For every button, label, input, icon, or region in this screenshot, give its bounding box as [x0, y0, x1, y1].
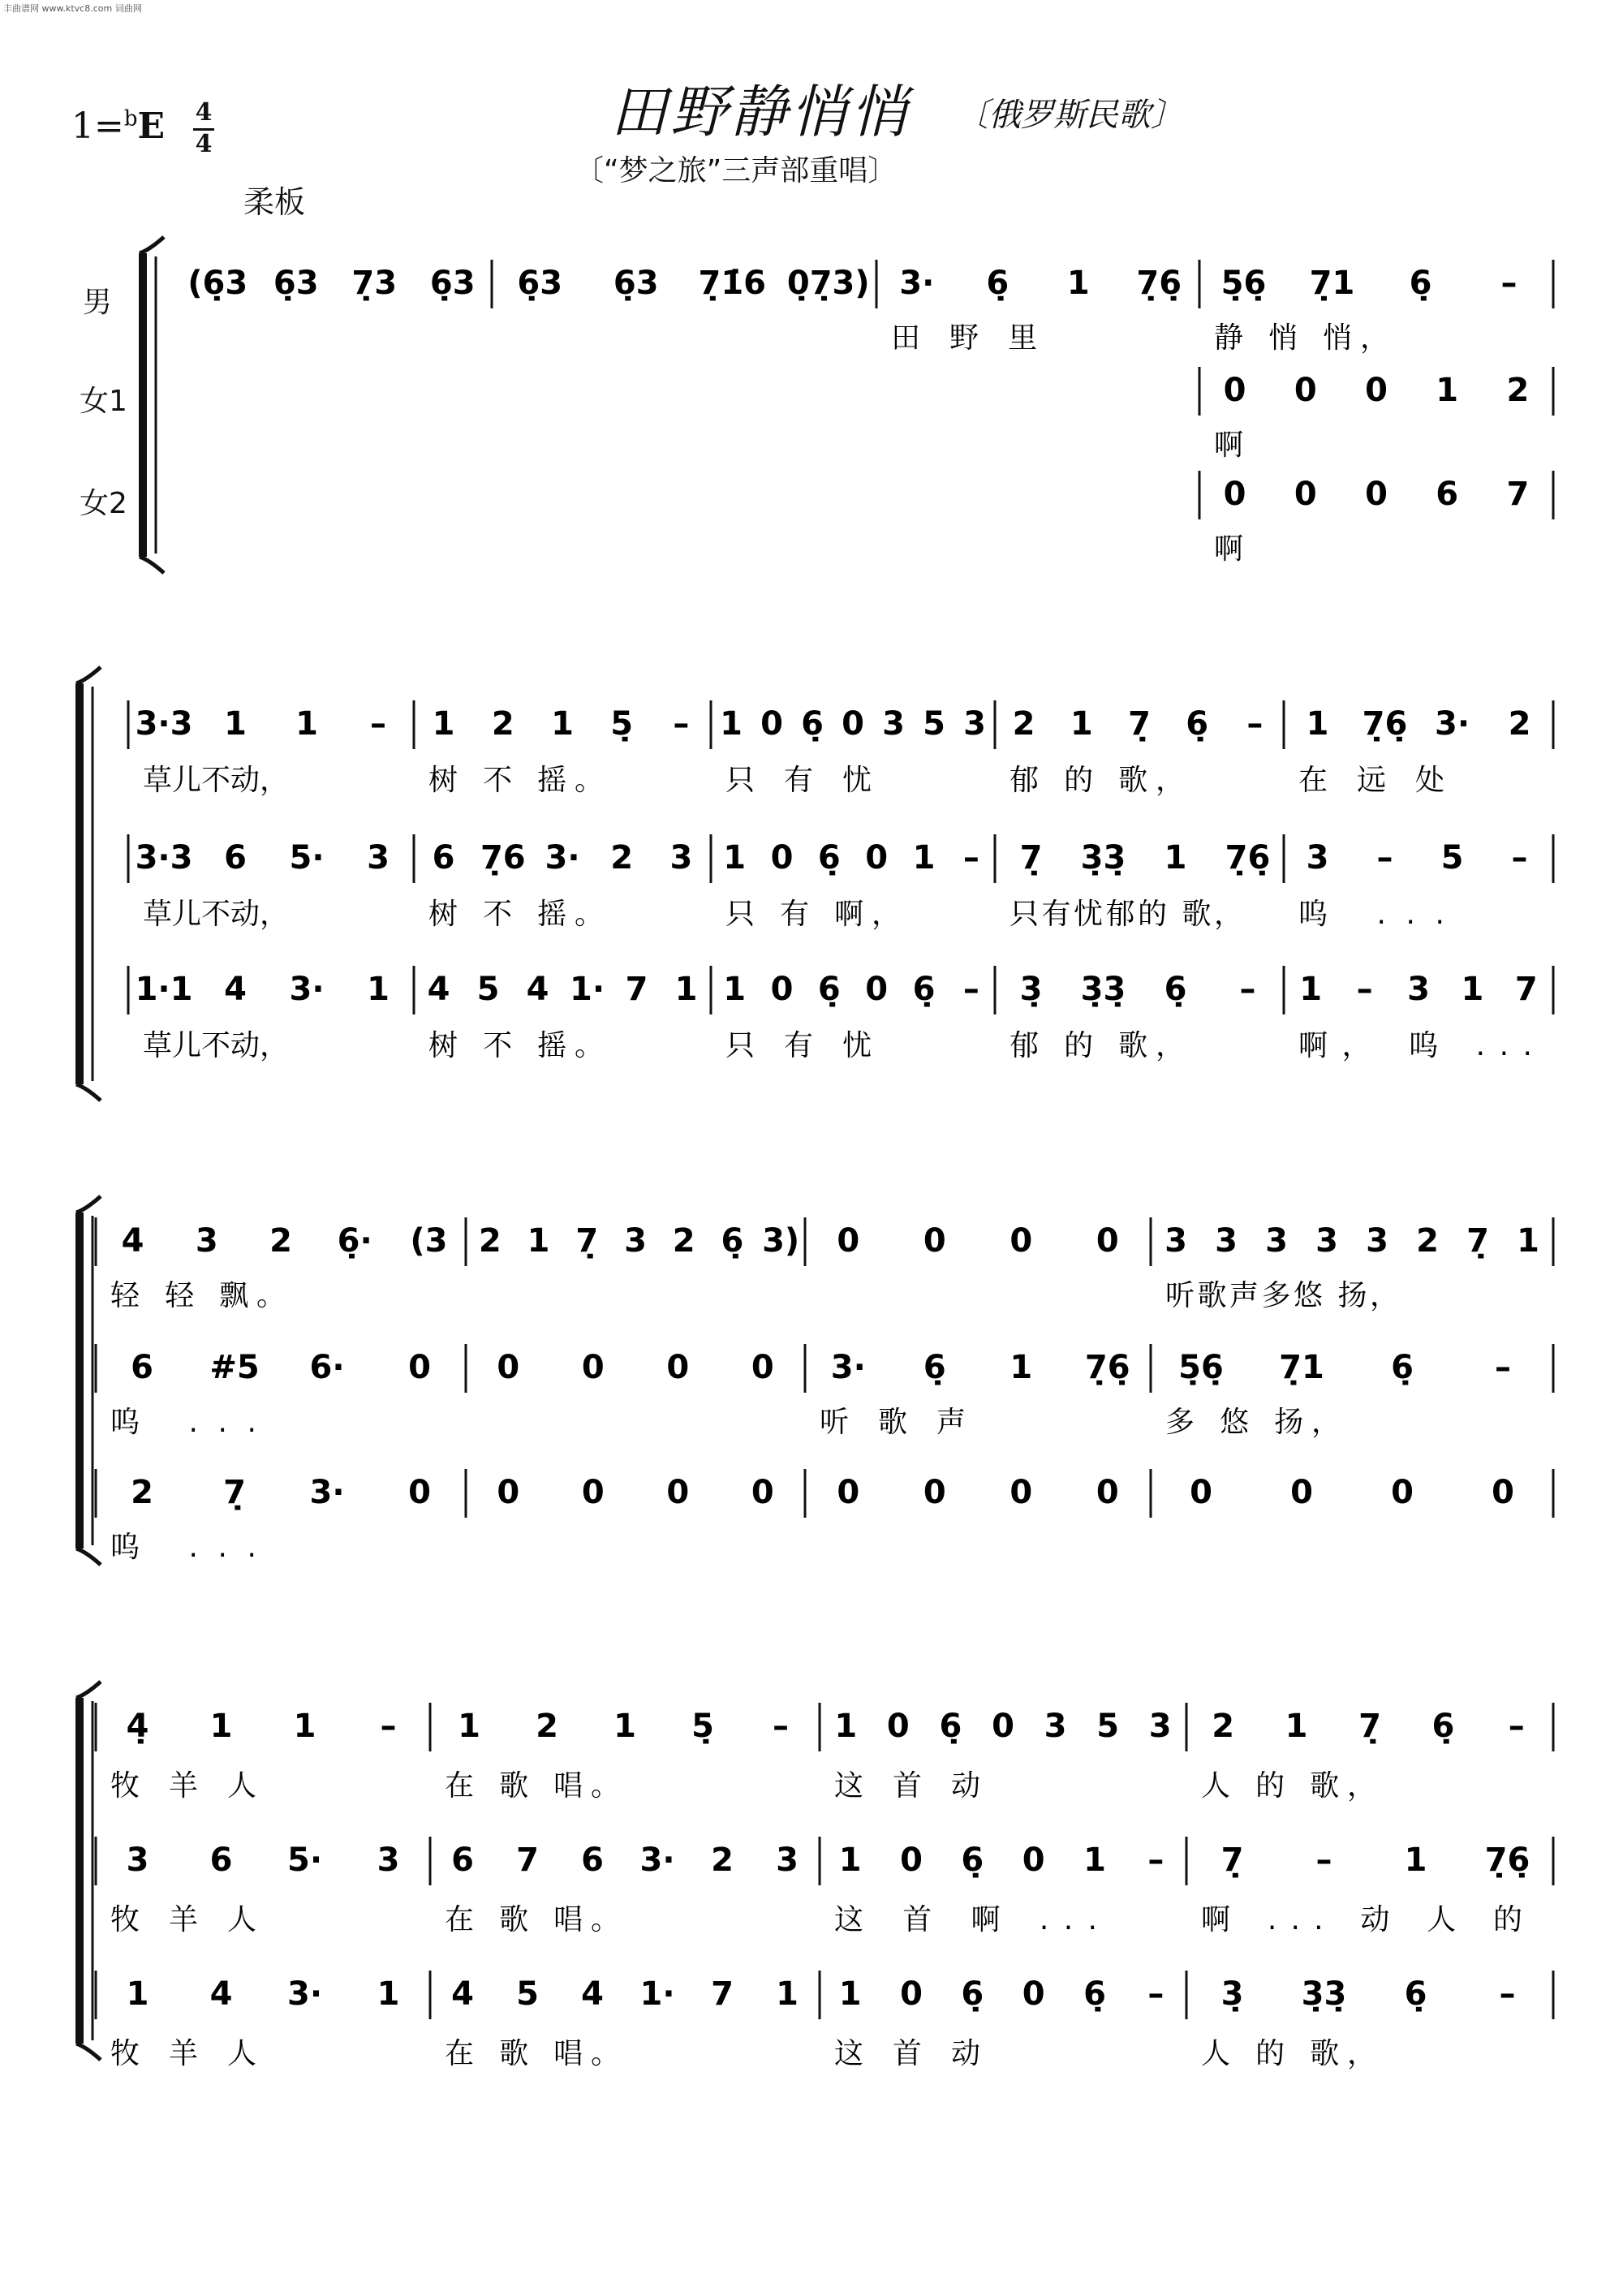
- note: –: [962, 839, 979, 877]
- note: 7̣3: [351, 265, 398, 302]
- note: 4: [451, 1975, 474, 2013]
- note: 3: [624, 1222, 647, 1260]
- note: 0: [923, 1222, 946, 1260]
- note: 0: [1365, 372, 1388, 409]
- lyric: 牧 羊 人: [110, 1769, 256, 1803]
- lyric: 牧 羊 人: [110, 2037, 256, 2070]
- note: 0: [1022, 1842, 1045, 1879]
- note: 0: [1223, 372, 1246, 409]
- note: 3̣3̣: [1301, 1975, 1347, 2013]
- note: 1: [224, 705, 247, 743]
- lyric: 树 不 摇。: [428, 764, 604, 797]
- note: 1: [1285, 1708, 1308, 1745]
- note: 1: [723, 839, 747, 877]
- lyric: 人 的 歌，: [1201, 1769, 1376, 1803]
- note: 0: [992, 1708, 1014, 1745]
- note: 0: [760, 705, 783, 743]
- note: 6: [1436, 476, 1459, 513]
- note: 0: [886, 1708, 910, 1745]
- note: 3̣: [1019, 971, 1043, 1008]
- note: 4̣: [126, 1708, 149, 1745]
- note: 6̣: [1186, 705, 1209, 743]
- lyric: 只有忧郁的 歌，: [1010, 898, 1243, 931]
- note: 2: [478, 1222, 502, 1260]
- note: 1: [432, 705, 455, 743]
- note: 1: [1306, 705, 1329, 743]
- note: 6: [581, 1842, 604, 1879]
- lyric: 这 首 动: [834, 1769, 980, 1803]
- note: 2: [536, 1708, 558, 1745]
- note: 6: [224, 839, 247, 877]
- lyric: 呜 ...: [110, 1406, 256, 1439]
- note: #5: [209, 1349, 260, 1386]
- note: –: [962, 971, 979, 1008]
- lyric: 轻 轻 飘。: [110, 1279, 286, 1312]
- note: 5̣: [610, 705, 634, 743]
- note: 0: [770, 971, 794, 1008]
- lyric: 这 首 动: [834, 2037, 980, 2070]
- note: 1: [834, 1708, 858, 1745]
- lyric: 在 歌 唱。: [445, 2037, 620, 2070]
- lyric: 树 不 摇。: [428, 1029, 604, 1062]
- note: 3: [669, 839, 693, 877]
- note: 7: [1506, 476, 1530, 513]
- note: 1: [527, 1222, 550, 1260]
- lyric: 听歌声多悠 扬，: [1165, 1279, 1399, 1312]
- note: 7̣: [1358, 1708, 1381, 1745]
- note: 3: [377, 1842, 400, 1879]
- note: –: [1315, 1842, 1332, 1879]
- note: 3·: [1434, 705, 1470, 743]
- note: 1: [1066, 265, 1090, 302]
- bracket-hook-top: [76, 1682, 101, 1698]
- note: 0: [1294, 476, 1317, 513]
- note: 1: [838, 1975, 862, 2013]
- note: 1: [1436, 372, 1459, 409]
- note: 4: [224, 971, 247, 1008]
- note: 6̣: [961, 1975, 984, 2013]
- lyric: 只 有 忧: [725, 1029, 872, 1062]
- note: 6̣3: [273, 265, 319, 302]
- note: 6̣: [1083, 1975, 1106, 2013]
- lyric: 只 有 忧: [725, 764, 872, 797]
- note: 0: [923, 1474, 946, 1511]
- note: 1: [377, 1975, 400, 2013]
- note: 6̣: [986, 265, 1010, 302]
- note: 6̣3: [517, 265, 563, 302]
- note: 0: [842, 705, 864, 743]
- note: 4: [427, 971, 450, 1008]
- note: –: [1500, 265, 1518, 302]
- note: 6̣: [1431, 1708, 1455, 1745]
- lyric: 啊， 呜 ...: [1298, 1029, 1532, 1062]
- note: 6̣3: [429, 265, 476, 302]
- lyric: 田 野 里: [891, 321, 1037, 355]
- note: 1: [912, 839, 936, 877]
- note: 6: [209, 1842, 233, 1879]
- note: 3: [1215, 1222, 1238, 1260]
- lyric: 草儿不动，: [143, 764, 289, 797]
- note: 5: [1096, 1708, 1120, 1745]
- lyric: 草儿不动，: [143, 898, 289, 931]
- note: 7̣6̣: [1225, 839, 1271, 877]
- note: 6̣: [1404, 1975, 1427, 2013]
- note: 0: [1294, 372, 1317, 409]
- note: 7: [516, 1842, 539, 1879]
- arrangement-note: 〔“梦之旅”三声部重唱〕: [575, 154, 898, 187]
- note: 6̣: [817, 839, 841, 877]
- note: 1: [723, 971, 747, 1008]
- note: 6̣3: [613, 265, 659, 302]
- note: 2: [1012, 705, 1035, 743]
- note: 7: [711, 1975, 734, 2013]
- lyric: 啊: [1214, 532, 1244, 566]
- note: 3: [1165, 1222, 1187, 1260]
- note: 7̣6̣: [1362, 705, 1408, 743]
- key-signature: 1=$^b$E: [71, 106, 166, 147]
- note: 3: [1366, 1222, 1388, 1260]
- note: 1·: [569, 971, 605, 1008]
- note: 2: [131, 1474, 153, 1511]
- flat-sign: b: [123, 106, 138, 131]
- lyric: 呜 ...: [1298, 898, 1444, 931]
- note: 1: [126, 1975, 149, 2013]
- lyric: 树 不 摇。: [428, 898, 604, 931]
- note: 1·1: [135, 971, 193, 1008]
- note: 1·: [639, 1975, 675, 2013]
- note: 1: [776, 1975, 799, 2013]
- note: 0: [581, 1349, 605, 1386]
- note: 3: [776, 1842, 799, 1879]
- lyric: 啊: [1214, 429, 1244, 462]
- note: 1: [1517, 1222, 1539, 1260]
- note: 0: [837, 1474, 860, 1511]
- note: 1: [1010, 1349, 1033, 1386]
- note: 7: [1514, 971, 1538, 1008]
- note: 3·: [309, 1474, 345, 1511]
- part-label-female2: 女2: [80, 487, 127, 520]
- note: 6·: [309, 1349, 345, 1386]
- time-signature: 4 4: [193, 99, 214, 158]
- note: 0: [666, 1349, 690, 1386]
- note: –: [673, 705, 690, 743]
- note: 0: [1365, 476, 1388, 513]
- note: 4: [209, 1975, 233, 2013]
- note: 7̣1̇6: [698, 265, 766, 302]
- note: 1: [1461, 971, 1484, 1008]
- note: 3̣: [1220, 1975, 1244, 2013]
- lyric: 在 歌 唱。: [445, 1769, 620, 1803]
- note: 6̣: [1409, 265, 1432, 302]
- bracket-hook-top: [76, 1196, 101, 1213]
- note: 2: [711, 1842, 734, 1879]
- tempo-marking: 柔板: [243, 184, 306, 220]
- note: 3: [963, 705, 986, 743]
- note: –: [380, 1708, 397, 1745]
- note: 0: [751, 1474, 774, 1511]
- note: 0: [497, 1474, 520, 1511]
- note: –: [1511, 839, 1528, 877]
- note: 3: [1265, 1222, 1288, 1260]
- note: 3·: [830, 1349, 866, 1386]
- note: 3·: [899, 265, 935, 302]
- note: 2: [610, 839, 634, 877]
- note: 1: [1070, 705, 1093, 743]
- note: 4: [526, 971, 549, 1008]
- note: 0: [581, 1474, 605, 1511]
- note: 7̣1: [1309, 265, 1355, 302]
- note: 5·: [289, 839, 325, 877]
- lyric: 草儿不动，: [143, 1029, 289, 1062]
- note: 7̣6̣: [1136, 265, 1182, 302]
- note: –: [1239, 971, 1256, 1008]
- lyric: 听 歌 声: [820, 1406, 966, 1439]
- note: 0: [837, 1222, 860, 1260]
- note: 6̣: [1164, 971, 1187, 1008]
- note: 5·: [286, 1842, 323, 1879]
- note: 0: [408, 1474, 431, 1511]
- note: 5: [476, 971, 500, 1008]
- note: 6: [432, 839, 455, 877]
- note: 5: [923, 705, 945, 743]
- note: –: [773, 1708, 789, 1745]
- note: 7̣: [1019, 839, 1043, 877]
- note: 7̣6: [480, 839, 526, 877]
- note: 3·: [289, 971, 325, 1008]
- bracket-hook-top: [140, 237, 164, 253]
- note: 7̣6̣: [1084, 1349, 1130, 1386]
- note: 0: [666, 1474, 690, 1511]
- note: 4: [121, 1222, 144, 1260]
- note: 3̣3̣: [1080, 839, 1126, 877]
- note: 6̣: [721, 1222, 744, 1260]
- lyric: 啊 ... 动 人 的: [1201, 1903, 1522, 1936]
- note: 1: [613, 1708, 636, 1745]
- note: 3̣3̣: [1080, 971, 1126, 1008]
- song-title: 田野静悄悄: [610, 79, 911, 145]
- note: 7̣: [1128, 705, 1151, 743]
- note: 0: [900, 1975, 923, 2013]
- note: 7: [625, 971, 648, 1008]
- note: 0: [900, 1842, 923, 1879]
- note: 3·: [545, 839, 580, 877]
- note: 5̣: [691, 1708, 714, 1745]
- note: 3: [126, 1842, 149, 1879]
- note: 1: [838, 1842, 862, 1879]
- bracket-hook-top: [76, 667, 101, 683]
- note: 0: [1290, 1474, 1313, 1511]
- note: 3: [1044, 1708, 1067, 1745]
- note: 0: [1096, 1474, 1119, 1511]
- note: 1: [1299, 971, 1323, 1008]
- note: –: [1376, 839, 1393, 877]
- note: 1: [551, 705, 574, 743]
- note: 0: [1010, 1222, 1033, 1260]
- note: 7̣: [1220, 1842, 1244, 1879]
- bracket-hook-bottom: [140, 557, 164, 573]
- note: 5̣6̣: [1220, 265, 1267, 302]
- note: 1: [295, 705, 318, 743]
- lyric: 郁 的 歌，: [1010, 764, 1185, 797]
- note: –: [370, 705, 386, 743]
- lyric: 牧 羊 人: [110, 1903, 256, 1936]
- lyric: 静 悄 悄，: [1214, 321, 1389, 355]
- note: 0: [1010, 1474, 1033, 1511]
- note: 4: [581, 1975, 604, 2013]
- note: 3: [1306, 839, 1329, 877]
- note: 1: [1083, 1842, 1106, 1879]
- note: 0: [1096, 1222, 1119, 1260]
- note: 0: [497, 1349, 520, 1386]
- note: –: [1246, 705, 1264, 743]
- note: 6̣·: [337, 1222, 372, 1260]
- note: 3: [1148, 1708, 1172, 1745]
- bracket-hook-bottom: [76, 1549, 101, 1565]
- lyric: 只 有 啊，: [725, 898, 901, 931]
- lyric: 人 的 歌，: [1201, 2037, 1376, 2070]
- note: 0: [408, 1349, 431, 1386]
- note: 0: [1223, 476, 1246, 513]
- note: 6̣: [939, 1708, 962, 1745]
- note: (6̣3: [187, 265, 248, 302]
- note: –: [1356, 971, 1373, 1008]
- note: 0̣7̣3): [786, 265, 870, 302]
- note: 3: [882, 705, 905, 743]
- note: 6̣: [923, 1349, 946, 1386]
- site-watermark: 丰曲谱网 www.ktvc8.com 词曲网: [3, 3, 142, 14]
- note: –: [1499, 1975, 1516, 2013]
- note: 6: [131, 1349, 153, 1386]
- note: 3·3: [135, 839, 193, 877]
- note: 3: [367, 839, 390, 877]
- note: 5: [1440, 839, 1464, 877]
- note: –: [1508, 1708, 1525, 1745]
- note: 1: [1404, 1842, 1427, 1879]
- note: 7̣: [575, 1222, 599, 1260]
- note: 3·: [639, 1842, 675, 1879]
- note: 7̣1: [1279, 1349, 1324, 1386]
- note: 2: [491, 705, 514, 743]
- song-origin: 〔俄罗斯民歌〕: [956, 97, 1183, 134]
- note: 7̣: [223, 1474, 246, 1511]
- note: 6̣: [1391, 1349, 1414, 1386]
- part-label-male: 男: [83, 286, 113, 319]
- note: –: [1147, 1975, 1165, 2013]
- note: 6̣: [961, 1842, 984, 1879]
- note: –: [1147, 1842, 1165, 1879]
- note: 6̣: [912, 971, 936, 1008]
- note: 3: [1407, 971, 1430, 1008]
- part-label-female1: 女1: [80, 385, 127, 418]
- note: 2: [1508, 705, 1531, 743]
- note: 3): [762, 1222, 800, 1260]
- note: 1: [720, 705, 743, 743]
- note: 0: [1190, 1474, 1212, 1511]
- note: 3·3: [135, 705, 193, 743]
- lyric: 在 远 处: [1298, 764, 1444, 797]
- lyric: 这 首 啊 ...: [834, 1903, 1097, 1936]
- note: 5̣6̣: [1178, 1349, 1224, 1386]
- note: 7̣: [1466, 1222, 1489, 1260]
- note: 3: [195, 1222, 218, 1260]
- note: 0: [751, 1349, 774, 1386]
- note: 2: [1506, 372, 1530, 409]
- note: 3: [1315, 1222, 1338, 1260]
- note: 6̣: [817, 971, 841, 1008]
- note: 5: [516, 1975, 539, 2013]
- note: 1: [458, 1708, 480, 1745]
- note: 0: [1022, 1975, 1045, 2013]
- note: 3·: [286, 1975, 323, 2013]
- note: 0: [1391, 1474, 1414, 1511]
- note: 2: [1212, 1708, 1235, 1745]
- lyric: 多 悠 扬，: [1165, 1406, 1341, 1439]
- note: 2: [1416, 1222, 1439, 1260]
- lyric: 呜 ...: [110, 1531, 256, 1564]
- note: 0: [770, 839, 794, 877]
- note: 1: [367, 971, 390, 1008]
- note: 1: [1164, 839, 1187, 877]
- note: 1: [209, 1708, 233, 1745]
- note: (3: [410, 1222, 448, 1260]
- note: 6: [451, 1842, 474, 1879]
- note: 2: [269, 1222, 292, 1260]
- note: –: [1495, 1349, 1511, 1386]
- note: 1: [674, 971, 698, 1008]
- note: 0: [865, 971, 889, 1008]
- note: 2: [672, 1222, 695, 1260]
- lyric: 在 歌 唱。: [445, 1903, 620, 1936]
- bracket-hook-bottom: [76, 2044, 101, 2060]
- bracket-hook-bottom: [76, 1084, 101, 1101]
- note: 0: [1492, 1474, 1514, 1511]
- note: 7̣6̣: [1484, 1842, 1530, 1879]
- note: 0: [865, 839, 889, 877]
- lyric: 郁 的 歌，: [1010, 1029, 1185, 1062]
- note: 6̣: [801, 705, 824, 743]
- note: 1: [293, 1708, 316, 1745]
